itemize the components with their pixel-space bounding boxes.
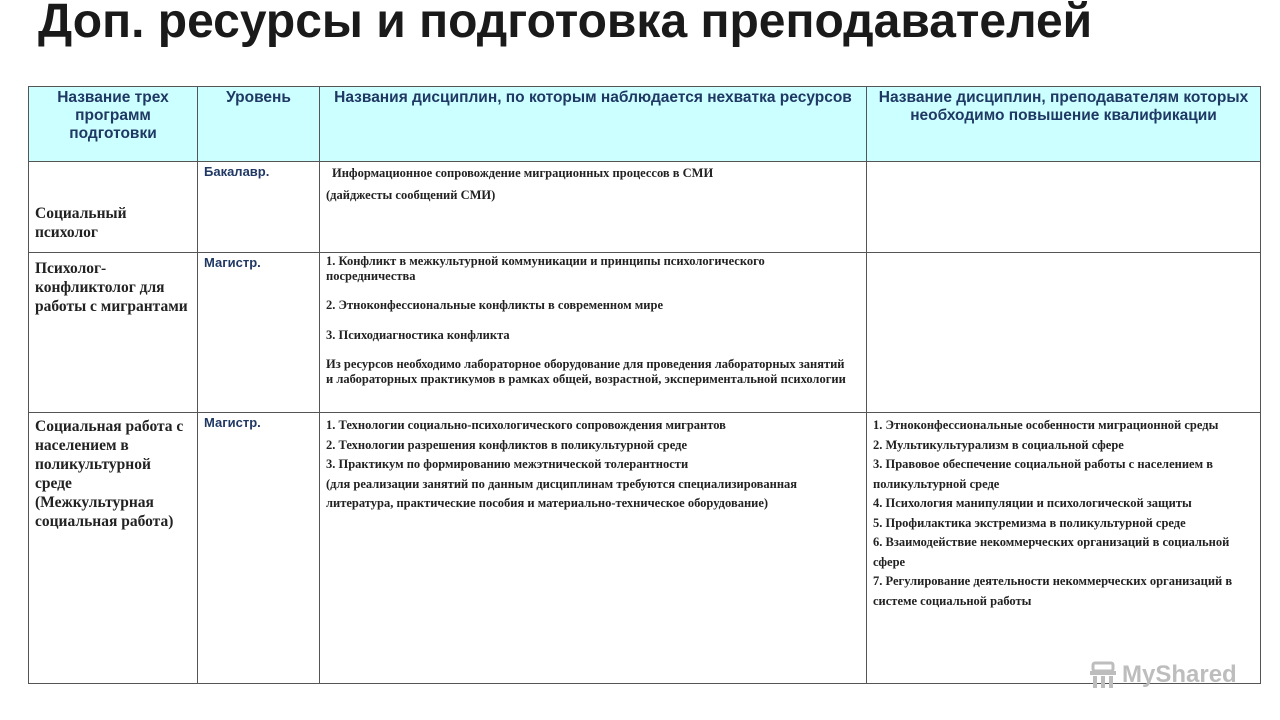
discipline-item: (для реализации занятий по данным дисциплинам требуются специализированная литература, практические пособия и материально-техническое оборудование) [326,476,798,510]
level-cell [198,162,320,253]
level-label: Бакалавр. [204,164,270,179]
training-cell [867,162,1261,253]
header-level: Уровень [198,87,320,162]
program-cell [29,162,198,253]
discipline-item: 1. Конфликт в межкультурной коммуникации и принципы психологического посредничества [326,254,765,283]
discipline-item: 3. Психодиагностика конфликта [326,328,510,342]
discipline-item: Из ресурсов необходимо лабораторное оборудование для проведения лабораторных занятий и лабораторных практикумов в рамках общей, возрастной, экспериментальной психологии [326,357,846,386]
level-label: Магистр. [204,415,261,430]
program-name: Социальный психолог [35,205,127,241]
disciplines-cell [320,162,867,253]
discipline-item: 3. Практикум по формированию межэтнической толерантности [326,457,689,471]
discipline-item: (дайджесты сообщений СМИ) [326,188,496,202]
discipline-item: 2. Этноконфессиональные конфликты в современном мире [326,298,663,312]
myshared-watermark [1088,660,1237,690]
training-cell [867,413,1261,684]
disciplines-cell [320,413,867,684]
header-programs: Название трех программ подготовки [29,87,198,162]
training-item: 6. Взаимодействие некоммерческих организаций в социальной сфере [873,535,1230,569]
watermark-text: MyShared [1122,661,1237,688]
program-name: Социальная работа с населением в поликультурной среде (Межкультурная социальная работа) [35,418,184,530]
discipline-item: Информационное сопровождение миграционных процессов в СМИ [332,166,714,180]
training-item: 2. Мультикультурализм в социальной сфере [873,437,1124,452]
program-name: Психолог- конфликтолог для работы с мигрантами [35,260,188,315]
disciplines-cell [320,253,867,413]
training-cell [867,253,1261,413]
discipline-item: 2. Технологии разрешения конфликтов в поликультурной среде [326,437,688,452]
table-row [29,162,1261,253]
myshared-logo-icon [1088,661,1118,689]
training-item: 1. Этноконфессиональные особенности миграционной среды [873,418,1219,432]
level-cell [198,253,320,413]
training-item: 7. Регулирование деятельности некоммерческих организаций в системе социальной работы [873,574,1233,608]
training-item: 3. Правовое обеспечение социальной работы с населением в поликультурной среде [873,457,1213,491]
training-item: 4. Психология манипуляции и психологической защиты [873,496,1192,510]
training-item: 5. Профилактика экстремизма в поликультурной среде [873,515,1186,530]
table-header-row [29,87,1261,162]
header-lacking-resources: Названия дисциплин, по которым наблюдается нехватка ресурсов [320,87,867,162]
table-row [29,413,1261,684]
program-cell [29,253,198,413]
header-teacher-training: Название дисциплин, преподавателям которых необходимо повышение квалификации [867,87,1261,162]
table-row [29,253,1261,413]
slide-title: Доп. ресурсы и подготовка преподавателей [38,0,1093,48]
level-label: Магистр. [204,255,261,270]
resources-table [28,86,1261,684]
program-cell [29,413,198,684]
level-cell [198,413,320,684]
discipline-item: 1. Технологии социально-психологического сопровождения мигрантов [326,418,726,432]
